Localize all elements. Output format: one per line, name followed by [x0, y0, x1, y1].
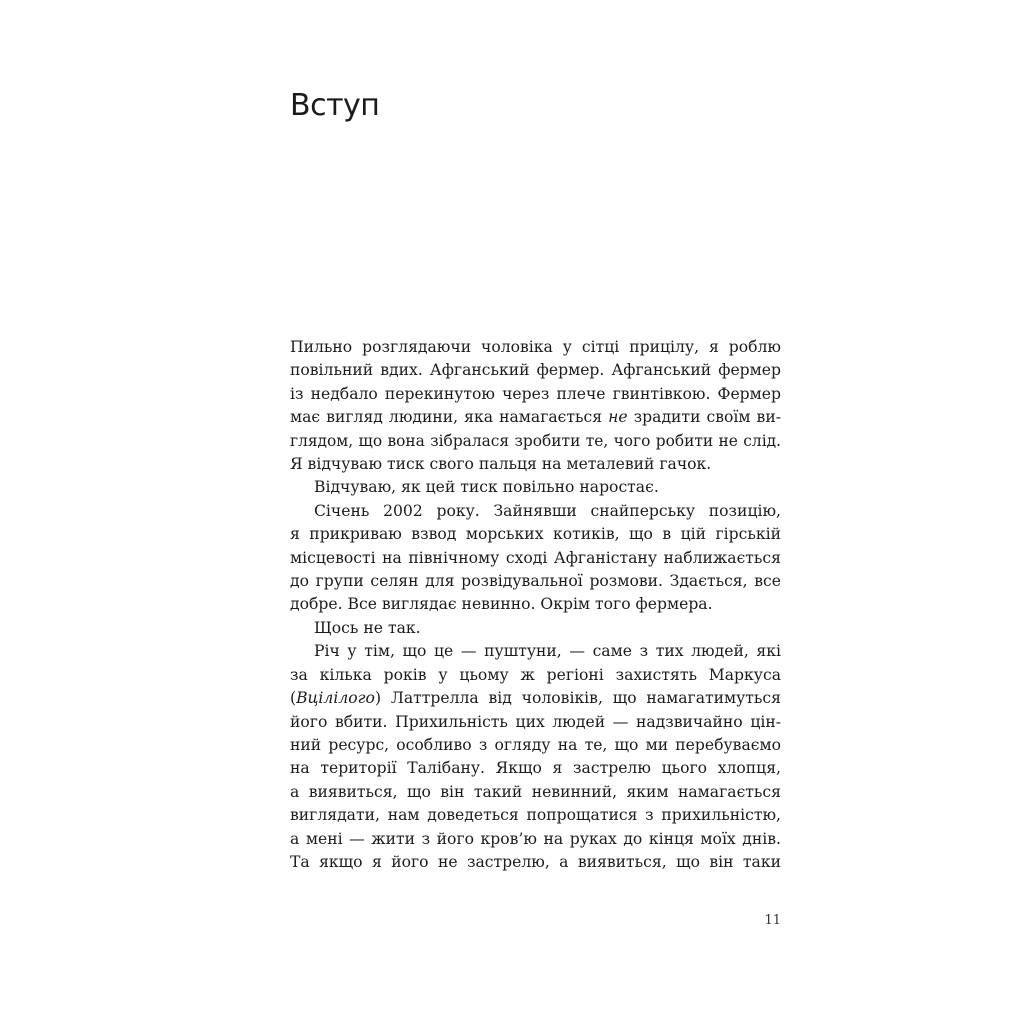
- paragraph-start: Щось не так.: [314, 618, 421, 637]
- text-line: виглядати, нам доведеться попрощатися з прихильністю,: [290, 806, 781, 825]
- text-line: до групи селян для розвідувальної розмови. Здається, все: [290, 572, 781, 591]
- text-line: повільний вдих. Афганський фермер. Афганський фермер: [290, 361, 781, 380]
- chapter-title: Вступ: [290, 88, 380, 123]
- text-line: із недбало перекинутою через плече гвинтівкою. Фермер: [290, 384, 781, 403]
- text-line: ний ресурс, особливо з огляду на те, що ми перебуваємо: [290, 735, 781, 754]
- text-segment: (: [290, 689, 297, 708]
- text-segment: ) Латтрелла від чоловіків, що намагатимуться: [374, 689, 781, 708]
- italic-emphasis: Вцілілого: [296, 689, 375, 708]
- paragraph-start: Відчуваю, як цей тиск повільно наростає.: [314, 478, 659, 497]
- text-line: його вбити. Прихильність цих людей — надзвичайно цін-: [290, 712, 781, 731]
- italic-emphasis: не: [608, 408, 628, 427]
- text-line: глядом, що вона зібралася зробити те, чого робити не слід.: [290, 431, 781, 450]
- paragraph-start: Річ у тім, що це — пуштуни, — саме з тих людей, які: [314, 642, 781, 661]
- text-line: а мені — жити з його кров’ю на руках до кінця моїх днів.: [290, 829, 781, 848]
- text-line: за кілька років у цьому ж регіоні захистять Маркуса: [290, 665, 781, 684]
- text-segment: зрадити своїм ви-: [627, 408, 781, 427]
- text-line: Та якщо я його не застрелю, а виявиться, що він таки: [290, 852, 781, 871]
- text-line: місцевості на північному сході Афганістану наближається: [290, 548, 781, 567]
- text-line: я прикриваю взвод морських котиків, що в цій гірській: [290, 525, 781, 544]
- body-text: [290, 336, 781, 874]
- text-line: на території Талібану. Якщо я застрелю цього хлопця,: [290, 759, 781, 778]
- paragraph-start: Січень 2002 року. Зайнявши снайперську позицію,: [314, 501, 781, 520]
- text-line: Пильно розглядаючи чоловіка у сітці прицілу, я роблю: [290, 338, 781, 356]
- text-line: [290, 406, 781, 429]
- text-line: Я відчуваю тиск свого пальця на металевий гачок.: [290, 455, 712, 474]
- page-number: 11: [764, 913, 781, 928]
- text-segment: має вигляд людини, яка намагається: [290, 408, 609, 427]
- text-line: добре. Все виглядає невинно. Окрім того фермера.: [290, 595, 713, 614]
- text-line: [290, 687, 781, 710]
- text-line: а виявиться, що він такий невинний, яким намагається: [290, 782, 781, 801]
